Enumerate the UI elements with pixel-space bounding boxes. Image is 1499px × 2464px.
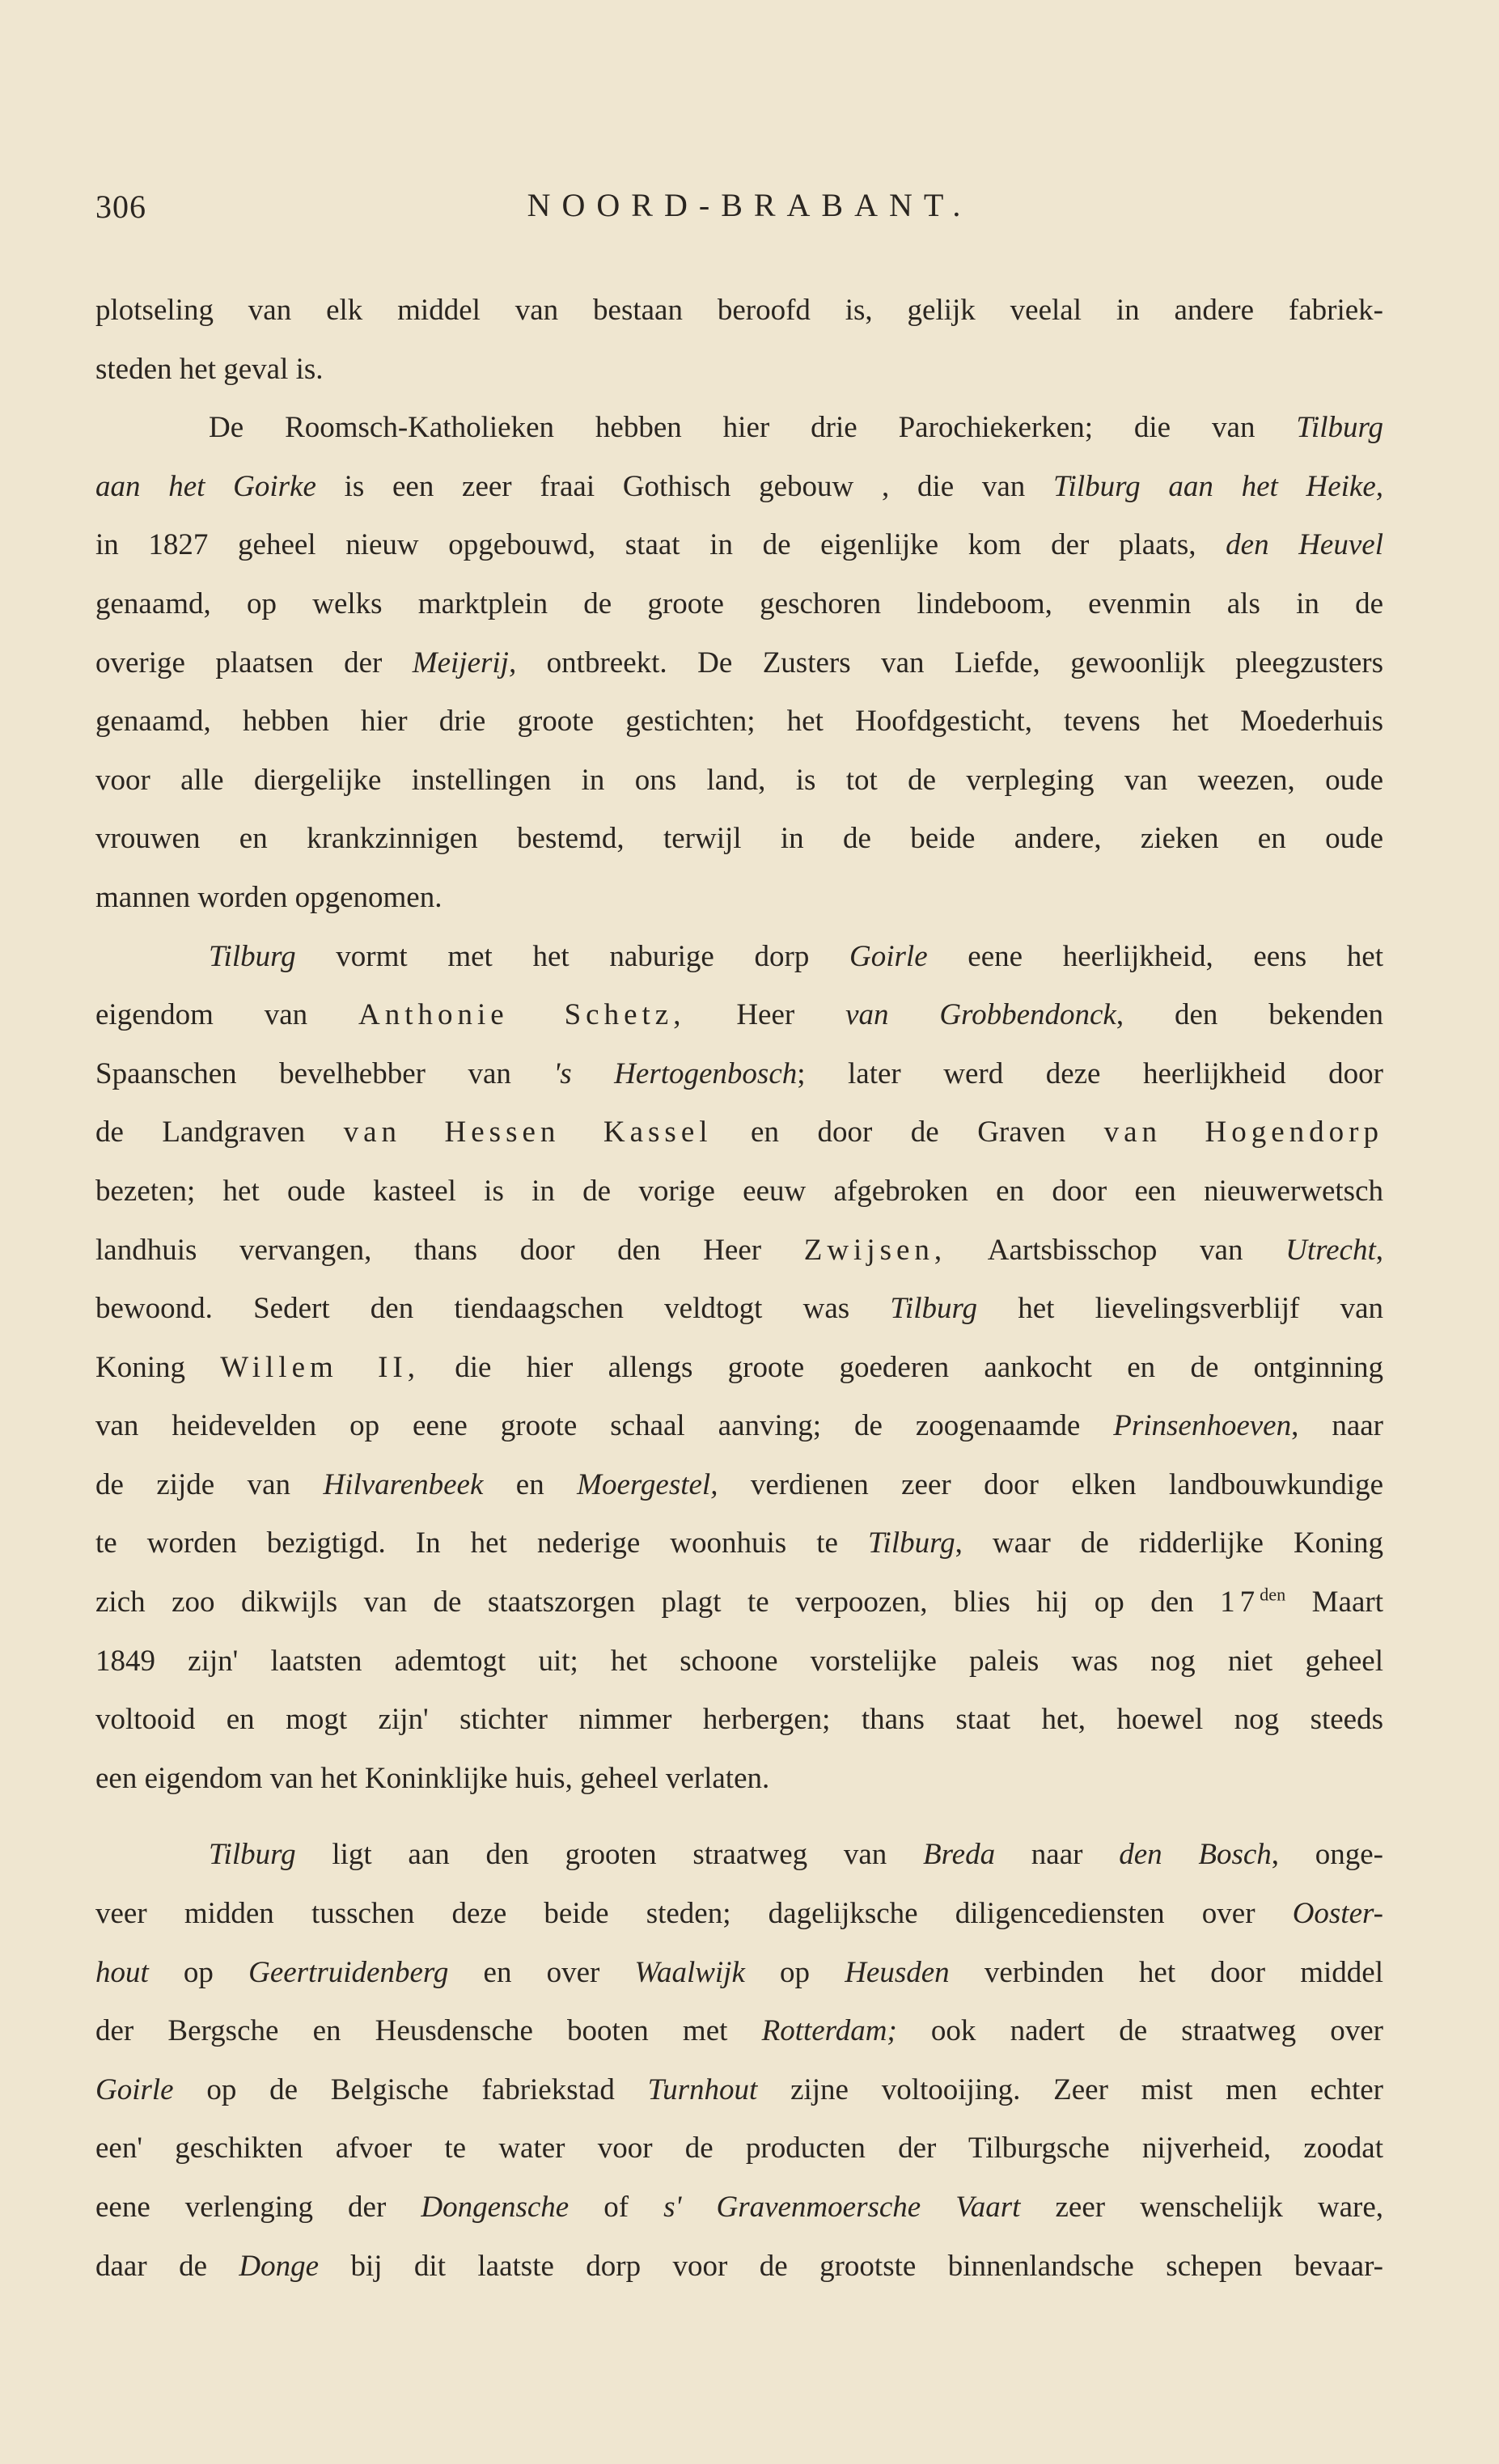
place-name: Tilburg (1296, 411, 1383, 445)
place-name: Turnhout (647, 2072, 758, 2106)
person-name: Anthonie Schetz, (358, 998, 686, 1032)
place-name: Utrecht (1285, 1233, 1376, 1267)
text-line: Koning Willem II, die hier allengs groote goederen aankocht en de ontginning (95, 1350, 1383, 1384)
place-name: s' Gravenmoersche Vaart (663, 2191, 1021, 2224)
place-name: Goirle (849, 939, 928, 973)
text-line: veer midden tusschen deze beide steden; dagelijksche diligencediensten over Ooster- (95, 1897, 1383, 1931)
text-line: Spaanschen bevelhebber van 's Hertogenbosch; later werd deze heerlijkheid door (95, 1056, 1383, 1090)
place-name: Goirle (95, 2072, 174, 2106)
text-line: de zijde van Hilvarenbeek en Moergestel, verdienen zeer door elken landbouwkundige (95, 1467, 1383, 1501)
text-line: Tilburg vormt met het naburige dorp Goirle eene heerlijkheid, eens het (209, 939, 1383, 973)
person-name: van Hessen Kassel (343, 1116, 713, 1149)
place-name: aan het Goirke (95, 469, 316, 503)
place-name: Geertruidenberg (248, 1955, 449, 1989)
text-line: de Landgraven van Hessen Kassel en door de Graven van Hogendorp (95, 1116, 1383, 1149)
person-name: van Hogendorp (1103, 1116, 1383, 1149)
page-number: 306 (95, 188, 146, 225)
place-name: Tilburg (890, 1292, 978, 1326)
place-name: Rotterdam; (761, 2014, 897, 2048)
text-line: vrouwen en krankzinnigen bestemd, terwijl in de beide andere, zieken en oude (95, 822, 1383, 856)
place-name: 's Hertogenbosch (553, 1056, 798, 1090)
text-line: een eigendom van het Koninklijke huis, geheel verlaten. (95, 1761, 770, 1795)
text-line: een' geschikten afvoer te water voor de producten der Tilburgsche nijverheid, zoodat (95, 2132, 1383, 2166)
place-name: Tilburg (209, 939, 296, 973)
place-name: Heusden (845, 1955, 950, 1989)
text-line: zich zoo dikwijls van de staatszorgen plagt te verpoozen, blies hij op den $17^{den}$ Maart (95, 1584, 1383, 1619)
place-name: Breda (923, 1838, 996, 1872)
running-head: NOORD-BRABANT. (527, 187, 972, 223)
text-line: steden het geval is. (95, 352, 324, 386)
text-line: bewoond. Sedert den tiendaagschen veldtogt was Tilburg het lievelingsverblijf van (95, 1292, 1383, 1326)
person-name: Zwijsen, (803, 1233, 947, 1267)
text-line: plotseling van elk middel van bestaan beroofd is, gelijk veelal in andere fabriek- (95, 294, 1383, 327)
text-line: daar de Donge bij dit laatste dorp voor de grootste binnenlandsche schepen bevaar- (95, 2249, 1383, 2283)
text-line: genaamd, hebben hier drie groote gestichten; het Hoofdgesticht, tevens het Moederhuis (95, 705, 1383, 739)
text-line: der Bergsche en Heusdensche booten met Rotterdam; ook nadert de straatweg over (95, 2014, 1383, 2048)
place-name: den Heuvel (1226, 528, 1383, 562)
place-name: Prinsenhoeven (1113, 1409, 1292, 1443)
person-name: Willem II, (220, 1350, 420, 1384)
place-name: den Bosch (1119, 1838, 1272, 1872)
text-line: eene verlenging der Dongensche of s' Gravenmoersche Vaart zeer wenschelijk ware, (95, 2191, 1383, 2224)
text-line: landhuis vervangen, thans door den Heer Zwijsen, Aartsbisschop van Utrecht, (95, 1233, 1383, 1267)
place-name: Moergestel, (577, 1467, 718, 1501)
text-line: Tilburg ligt aan den grooten straatweg van Breda naar den Bosch, onge- (209, 1838, 1383, 1872)
text-line: mannen worden opgenomen. (95, 880, 443, 914)
place-name: van Grobbendonck (845, 998, 1116, 1032)
text-line: voor alle diergelijke instellingen in ons land, is tot de verpleging van weezen, oude (95, 763, 1383, 797)
place-name: hout (95, 1955, 149, 1989)
text-line: te worden bezigtigd. In het nederige woonhuis te Tilburg, waar de ridderlijke Koning (95, 1526, 1383, 1560)
ordinal-suffix: den (1260, 1584, 1286, 1605)
place-name: Tilburg (868, 1526, 955, 1560)
place-name: Ooster- (1292, 1897, 1383, 1931)
text-line: voltooid en mogt zijn' stichter nimmer herbergen; thans staat het, hoewel nog steeds (95, 1703, 1383, 1737)
place-name: Hilvarenbeek (323, 1467, 484, 1501)
place-name: Dongensche (421, 2191, 570, 2224)
text-line: overige plaatsen der Meijerij, ontbreekt. De Zusters van Liefde, gewoonlijk pleegzusters (95, 646, 1383, 680)
place-name: Tilburg (209, 1838, 296, 1872)
place-name: Donge (239, 2249, 320, 2283)
text-line: Goirle op de Belgische fabriekstad Turnhout zijne voltooijing. Zeer mist men echter (95, 2072, 1383, 2106)
text-line: eigendom van Anthonie Schetz, Heer van Grobbendonck, den bekenden (95, 998, 1383, 1032)
place-name: Meijerij, (412, 646, 517, 680)
text-line: in 1827 geheel nieuw opgebouwd, staat in de eigenlijke kom der plaats, den Heuvel (95, 528, 1383, 562)
text-line: van heidevelden op eene groote schaal aanving; de zoogenaamde Prinsenhoeven, naar (95, 1409, 1383, 1443)
text-line: aan het Goirke is een zeer fraai Gothisch gebouw , die van Tilburg aan het Heike, (95, 469, 1383, 503)
place-name: Waalwijk (634, 1955, 745, 1989)
text-line: hout op Geertruidenberg en over Waalwijk op Heusden verbinden het door middel (95, 1955, 1383, 1989)
text-line: bezeten; het oude kasteel is in de vorige eeuw afgebroken en door een nieuwerwetsch (95, 1174, 1383, 1208)
body-text (95, 282, 1383, 2296)
text-line: 1849 zijn' laatsten ademtogt uit; het schoone vorstelijke paleis was nog niet geheel (95, 1644, 1383, 1678)
text-line: genaamd, op welks marktplein de groote geschoren lindeboom, evenmin als in de (95, 586, 1383, 620)
text-line: De Roomsch-Katholieken hebben hier drie Parochiekerken; die van Tilburg (209, 411, 1383, 445)
place-name: Tilburg aan het Heike, (1053, 469, 1383, 503)
